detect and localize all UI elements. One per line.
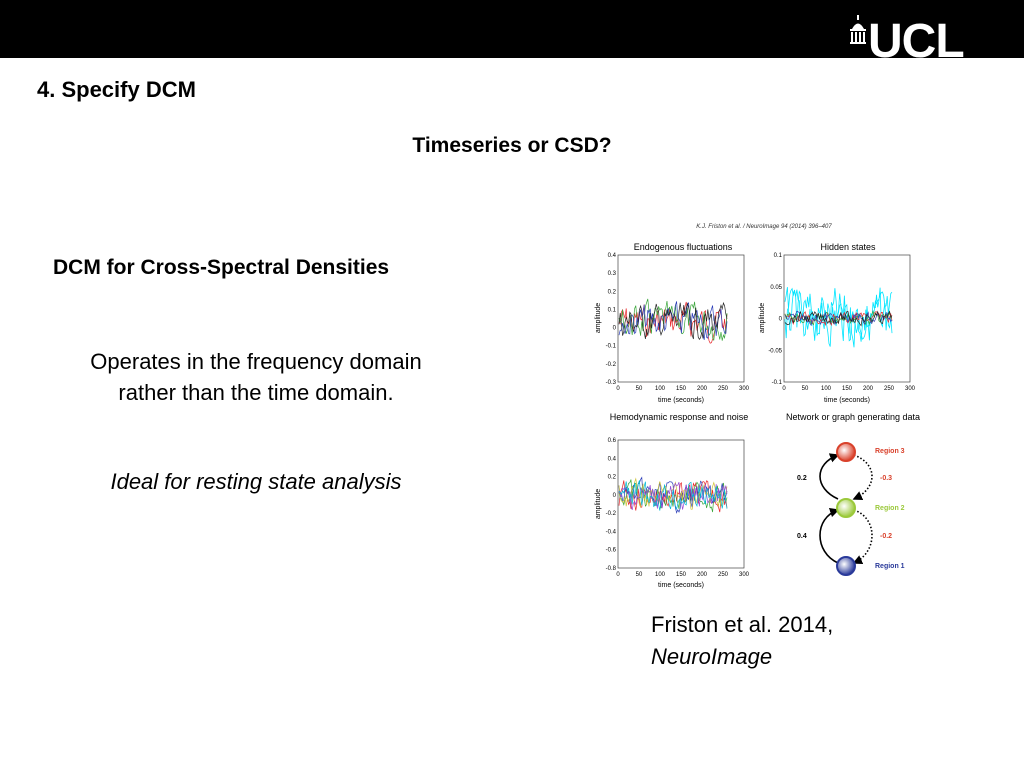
panel3-xtick: 100 (654, 572, 666, 578)
panel1-xlabel: time (seconds) (658, 397, 704, 404)
label-region2: Region 2 (875, 505, 905, 512)
friston-figure (588, 218, 940, 592)
panel3-ytick: 0.2 (607, 474, 616, 481)
panel1-xtick: 300 (738, 386, 750, 392)
panel2-xtick: 200 (862, 386, 874, 392)
panel1-ytick: -0.1 (605, 343, 616, 350)
panel2-xtick: 100 (820, 386, 832, 392)
panel1-xtick: 50 (635, 386, 643, 392)
panel3-ytick: 0.6 (607, 438, 616, 444)
panel-endogenous-fluctuations (595, 242, 750, 404)
panel2-xtick: 0 (782, 386, 786, 392)
edge-region3-to-region2 (854, 455, 872, 499)
header-bar (0, 0, 1024, 58)
panel1-title: Endogenous fluctuations (633, 242, 733, 252)
panel2-ytick: -0.1 (771, 380, 782, 386)
panel1-xtick: 100 (654, 386, 666, 392)
citation-text: Friston et al. 2014, (651, 612, 834, 637)
panel1-xtick: 150 (675, 386, 687, 392)
slide-title: 4. Specify DCM (37, 77, 196, 102)
slide-subtitle (0, 134, 1024, 158)
weight-0-4: 0.4 (797, 533, 807, 540)
logo-text: UCL (868, 15, 964, 58)
panel3-xtick: 300 (738, 572, 750, 578)
panel3-ytick: -0.6 (605, 547, 616, 554)
panel3-ytick: -0.4 (605, 529, 616, 536)
panel-hemodynamic-response (595, 412, 750, 589)
resting-state-note: Ideal for resting state analysis (110, 469, 402, 494)
panel2-ytick: 0 (778, 316, 782, 323)
panel3-xlabel: time (seconds) (658, 582, 704, 589)
edge-region2-to-region3 (820, 455, 838, 499)
panel1-ytick: 0.4 (607, 253, 616, 259)
panel3-ytick: -0.8 (605, 566, 616, 572)
panel3-ytick: 0.4 (607, 456, 616, 463)
label-region1: Region 1 (875, 563, 905, 570)
description (40, 346, 472, 408)
weight-0-2: 0.2 (797, 475, 807, 482)
panel3-title: Hemodynamic response and noise (609, 412, 749, 422)
subtitle-text: Timeseries or CSD? (412, 134, 612, 157)
panel2-xlabel: time (seconds) (824, 397, 870, 404)
panel-network-graph (786, 412, 920, 575)
panel2-ytick: -0.05 (768, 348, 782, 355)
panel1-ytick: 0.3 (607, 271, 616, 278)
panel2-xtick: 300 (904, 386, 916, 392)
panel1-xtick: 0 (616, 386, 620, 392)
node-region3 (837, 443, 855, 461)
label-region3: Region 3 (875, 448, 905, 455)
panel3-ylabel: amplitude (595, 488, 602, 520)
panel1-xtick: 200 (696, 386, 708, 392)
panel2-xtick: 150 (841, 386, 853, 392)
section-heading: DCM for Cross-Spectral Densities (53, 256, 390, 279)
node-region2 (837, 499, 855, 517)
panel1-ytick: 0 (612, 325, 616, 332)
description-line-1: Operates in the frequency domain (90, 349, 422, 374)
panel1-ylabel: amplitude (595, 302, 602, 334)
citation (651, 609, 833, 673)
panel1-ytick: -0.2 (605, 361, 616, 368)
panel2-xtick: 50 (801, 386, 809, 392)
panel1-xtick: 250 (717, 386, 729, 392)
trace (619, 303, 727, 340)
panel1-ytick: 0.2 (607, 289, 616, 296)
figure-source: K.J. Friston et al. / NeuroImage 94 (2014) 396–407 (696, 224, 832, 230)
panel3-xtick: 200 (696, 572, 708, 578)
weight-neg-0-3: -0.3 (880, 475, 893, 482)
panel3-xtick: 250 (717, 572, 729, 578)
panel3-xtick: 0 (616, 572, 620, 578)
ucl-logo (848, 12, 994, 58)
description-line-2: rather than the time domain. (118, 380, 394, 405)
panel2-title: Hidden states (820, 242, 876, 252)
citation-journal: NeuroImage (651, 644, 773, 669)
panel3-ytick: 0 (612, 492, 616, 499)
panel1-ytick: -0.3 (605, 380, 616, 386)
trace (619, 302, 727, 343)
node-region1 (837, 557, 855, 575)
panel3-ytick: -0.2 (605, 511, 616, 518)
edge-region1-to-region2 (820, 510, 838, 563)
edge-region2-to-region1 (854, 510, 872, 563)
panel4-title: Network or graph generating data (785, 412, 921, 422)
panel-hidden-states (759, 242, 916, 404)
panel3-xtick: 150 (675, 572, 687, 578)
panel3-xtick: 50 (635, 572, 643, 578)
panel2-ytick: 0.05 (770, 284, 782, 291)
panel2-xtick: 250 (883, 386, 895, 392)
panel1-ytick: 0.1 (607, 307, 616, 314)
weight-neg-0-2: -0.2 (880, 533, 893, 540)
panel2-ytick: 0.1 (773, 253, 782, 259)
panel2-ylabel: amplitude (759, 302, 766, 334)
